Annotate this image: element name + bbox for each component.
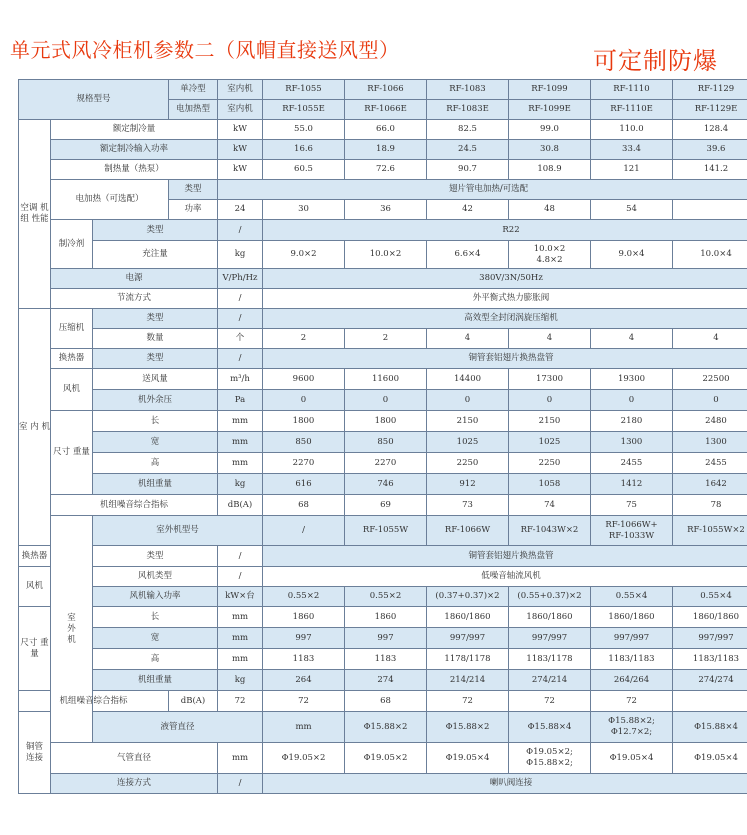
value-cell: 0 [591, 390, 673, 411]
value-cell: 1178/1178 [427, 649, 509, 670]
value-cell: 214/214 [427, 670, 509, 691]
value-cell: 4 [427, 329, 509, 349]
value-cell: 72 [509, 691, 591, 712]
row-label: 制冷剂 [51, 220, 93, 269]
value-cell: 68 [263, 495, 345, 516]
single-cool-label: 单冷型 [169, 80, 218, 100]
row-label: 风机 [19, 567, 51, 607]
unit-cell: mm [218, 607, 263, 628]
row-label: 换热器 [51, 349, 93, 369]
elec-heat-type-row [19, 180, 747, 200]
value-cell: 69 [345, 495, 427, 516]
row-label: 额定制冷量 [51, 120, 218, 140]
indoor-unit-label: 室内机 [218, 80, 263, 100]
row-label: 压缩机 [51, 309, 93, 349]
value-cell: 4 [673, 329, 747, 349]
merged-value-cell: 铜管套铝翅片换热盘管 [263, 546, 747, 567]
unit-cell: mm [218, 411, 263, 432]
unit-cell: kg [218, 241, 263, 269]
value-cell: 55.0 [263, 120, 345, 140]
explosion-proof-badge: 可定制防爆 [593, 47, 718, 75]
value-cell: 141.2 [673, 160, 747, 180]
unit-cell: V/Ph/Hz [218, 269, 263, 289]
value-cell: 274/214 [509, 670, 591, 691]
model-cool-cell: RF-1129 [673, 80, 747, 100]
unit-cell: / [218, 220, 263, 241]
merged-value-cell: 380V/3N/50Hz [263, 269, 747, 289]
merged-value-cell: 翅片管电加热/可选配 [218, 180, 747, 200]
row-label: 气管直径 [51, 743, 218, 774]
sub-label: 功率 [169, 200, 218, 220]
value-cell: 75 [591, 495, 673, 516]
connection-row [19, 774, 747, 794]
value-cell: 60.5 [263, 160, 345, 180]
unit-cell: kg [218, 474, 263, 495]
value-cell: Φ19.05×2; Φ15.88×2; [509, 743, 591, 774]
value-cell: 2270 [263, 453, 345, 474]
value-cell: 1183/1183 [591, 649, 673, 670]
unit-cell: / [218, 774, 263, 794]
value-cell: 72.6 [345, 160, 427, 180]
value-cell: 39.6 [673, 140, 747, 160]
value-cell: 24 [218, 200, 263, 220]
value-cell: 4 [591, 329, 673, 349]
value-cell: 0.55×4 [591, 587, 673, 607]
indoor-hx-row [19, 349, 747, 369]
unit-cell: mm [218, 453, 263, 474]
merged-value-cell: 高效型全封闭涡旋压缩机 [263, 309, 747, 329]
model-heat-cell: RF-1055E [263, 100, 345, 120]
value-cell: 2480 [673, 411, 747, 432]
value-cell: 0 [427, 390, 509, 411]
row-label: 节流方式 [51, 289, 218, 309]
value-cell: 2250 [509, 453, 591, 474]
outdoor-length-row [19, 607, 747, 628]
indoor-esp-row [19, 390, 747, 411]
piping-group-label: 铜管 连接 [19, 712, 51, 794]
unit-cell: / [218, 289, 263, 309]
sub-label: 高 [93, 453, 218, 474]
unit-cell: Pa [218, 390, 263, 411]
value-cell: 0 [345, 390, 427, 411]
value-cell: 997 [263, 628, 345, 649]
value-cell: 850 [263, 432, 345, 453]
value-cell: Φ15.88×2 [427, 712, 509, 743]
merged-value-cell: 喇叭阀连接 [263, 774, 747, 794]
sub-label: 长 [93, 607, 218, 628]
unit-cell: kW [218, 120, 263, 140]
value-cell: 997/997 [509, 628, 591, 649]
value-cell: 9600 [263, 369, 345, 390]
liquid-pipe-row [19, 712, 747, 743]
cooling-cap-row [19, 120, 747, 140]
value-cell: 1183/1178 [509, 649, 591, 670]
value-cell: 2270 [345, 453, 427, 474]
unit-cell: kW [218, 160, 263, 180]
outdoor-fan-power-row [19, 587, 747, 607]
model-heat-cell: RF-1110E [591, 100, 673, 120]
model-cool-cell: RF-1099 [509, 80, 591, 100]
value-cell: Φ15.88×2; Φ12.7×2; [591, 712, 673, 743]
sub-label: 类型 [93, 220, 218, 241]
row-label: 机组噪音综合指标 [51, 495, 218, 516]
value-cell: 1860/1860 [591, 607, 673, 628]
row-label: 液管直径 [93, 712, 263, 743]
heating-cap-row [19, 160, 747, 180]
value-cell: Φ19.05×2 [263, 743, 345, 774]
value-cell: 68 [345, 691, 427, 712]
unit-cell: / [218, 546, 263, 567]
value-cell: Φ19.05×4 [673, 743, 747, 774]
value-cell: 1300 [673, 432, 747, 453]
compressor-type-row [19, 309, 747, 329]
value-cell: 0.55×2 [263, 587, 345, 607]
value-cell: 16.6 [263, 140, 345, 160]
row-label: 室外机型号 [93, 516, 263, 546]
indoor-group-label: 室 内 机 [19, 309, 51, 546]
value-cell: 24.5 [427, 140, 509, 160]
value-cell: 0.55×2 [345, 587, 427, 607]
row-label: 电源 [51, 269, 218, 289]
merged-value-cell: 低噪音轴流风机 [263, 567, 747, 587]
sub-label: 类型 [169, 180, 218, 200]
value-cell: 48 [509, 200, 591, 220]
value-cell: 72 [218, 691, 263, 712]
value-cell: 2 [345, 329, 427, 349]
value-cell: 1860 [345, 607, 427, 628]
unit-cell: 个 [218, 329, 263, 349]
sub-label: 风机类型 [93, 567, 218, 587]
unit-cell: / [218, 567, 263, 587]
merged-value-cell: R22 [263, 220, 747, 241]
value-cell: 1860 [263, 607, 345, 628]
value-cell: 1058 [509, 474, 591, 495]
value-cell: 1642 [673, 474, 747, 495]
value-cell: 78 [673, 495, 747, 516]
value-cell: 264 [263, 670, 345, 691]
model-heat-cell: RF-1083E [427, 100, 509, 120]
sub-label: 风机输入功率 [93, 587, 218, 607]
value-cell: 14400 [427, 369, 509, 390]
row-label: 尺寸 重量 [51, 411, 93, 495]
cooling-power-row [19, 140, 747, 160]
indoor-weight-row [19, 474, 747, 495]
value-cell: 121 [591, 160, 673, 180]
outdoor-weight-row [19, 670, 747, 691]
value-cell: RF-1066W [427, 516, 509, 546]
unit-cell: kW [218, 140, 263, 160]
unit-cell: / [218, 349, 263, 369]
sub-label: 充注量 [93, 241, 218, 269]
value-cell: 6.6×4 [427, 241, 509, 269]
value-cell: 22500 [673, 369, 747, 390]
value-cell: 10.0×2 4.8×2 [509, 241, 591, 269]
value-cell: 72 [591, 691, 673, 712]
value-cell: 11600 [345, 369, 427, 390]
value-cell: Φ15.88×4 [509, 712, 591, 743]
value-cell: (0.37+0.37)×2 [427, 587, 509, 607]
sub-label: 类型 [93, 309, 218, 329]
refrigerant-type-row [19, 220, 747, 241]
value-cell: 1800 [263, 411, 345, 432]
merged-value-cell: 外平衡式热力膨胀阀 [263, 289, 747, 309]
outdoor-fan-type-row [19, 567, 747, 587]
value-cell: RF-1066W+ RF-1033W [591, 516, 673, 546]
sub-label: 高 [93, 649, 218, 670]
value-cell: 1860/1860 [509, 607, 591, 628]
value-cell: 746 [345, 474, 427, 495]
value-cell: RF-1043W×2 [509, 516, 591, 546]
row-label: 机组噪音综合指标 [19, 691, 169, 712]
value-cell: 17300 [509, 369, 591, 390]
outdoor-model-row [19, 516, 747, 546]
value-cell: 10.0×4 [673, 241, 747, 269]
sub-label: 机外余压 [93, 390, 218, 411]
value-cell: Φ19.05×4 [591, 743, 673, 774]
value-cell: 0 [509, 390, 591, 411]
sub-label: 宽 [93, 628, 218, 649]
value-cell: 2455 [591, 453, 673, 474]
value-cell: 2455 [673, 453, 747, 474]
model-heat-cell: RF-1066E [345, 100, 427, 120]
row-label: 电加热（可选配） [51, 180, 169, 220]
value-cell: 36 [345, 200, 427, 220]
throttle-row [19, 289, 747, 309]
sub-label: 送风量 [93, 369, 218, 390]
model-cool-cell: RF-1055 [263, 80, 345, 100]
value-cell: 274/274 [673, 670, 747, 691]
value-cell: 30 [263, 200, 345, 220]
value-cell: 54 [591, 200, 673, 220]
sub-label: 数量 [93, 329, 218, 349]
value-cell: 997/997 [591, 628, 673, 649]
unit-cell: mm [218, 649, 263, 670]
outdoor-hx-row [19, 546, 747, 567]
value-cell: (0.55+0.37)×2 [509, 587, 591, 607]
value-cell: 9.0×4 [591, 241, 673, 269]
value-cell: 108.9 [509, 160, 591, 180]
value-cell: RF-1055W [345, 516, 427, 546]
unit-cell: kW×台 [218, 587, 263, 607]
indoor-width-row [19, 432, 747, 453]
value-cell: 2180 [591, 411, 673, 432]
value-cell: 73 [427, 495, 509, 516]
unit-cell: mm [218, 432, 263, 453]
value-cell: 19300 [591, 369, 673, 390]
value-cell: 2150 [427, 411, 509, 432]
indoor-length-row [19, 411, 747, 432]
spec-label: 规格型号 [19, 80, 169, 120]
model-cool-cell: RF-1110 [591, 80, 673, 100]
row-label: 风机 [51, 369, 93, 411]
value-cell: 1300 [591, 432, 673, 453]
unit-cell: mm [263, 712, 345, 743]
row-label: 尺寸 重量 [19, 607, 51, 691]
value-cell: 1025 [427, 432, 509, 453]
value-cell: 4 [509, 329, 591, 349]
unit-cell: mm [218, 743, 263, 774]
model-cool-cell: RF-1066 [345, 80, 427, 100]
value-cell: 90.7 [427, 160, 509, 180]
value-cell: 997/997 [427, 628, 509, 649]
indoor-unit-label: 室内机 [218, 100, 263, 120]
value-cell: 74 [509, 495, 591, 516]
indoor-height-row [19, 453, 747, 474]
value-cell: Φ19.05×4 [427, 743, 509, 774]
value-cell: 1183 [263, 649, 345, 670]
value-cell: 30.8 [509, 140, 591, 160]
value-cell: 0.55×4 [673, 587, 747, 607]
power-supply-row [19, 269, 747, 289]
sub-label: 机组重量 [93, 670, 218, 691]
value-cell: 9.0×2 [263, 241, 345, 269]
value-cell: 10.0×2 [345, 241, 427, 269]
value-cell: RF-1055W×2 [673, 516, 747, 546]
value-cell: 1412 [591, 474, 673, 495]
perf-group-label: 空调 机组 性能 [19, 120, 51, 309]
page-title: 单元式风冷柜机参数二（风帽直接送风型） [10, 38, 400, 62]
model-heat-cell: RF-1129E [673, 100, 747, 120]
value-cell: 616 [263, 474, 345, 495]
elec-heat-label: 电加热型 [169, 100, 218, 120]
unit-cell: dB(A) [218, 495, 263, 516]
indoor-air-row [19, 369, 747, 390]
unit-cell: m³/h [218, 369, 263, 390]
gas-pipe-row [19, 743, 747, 774]
value-cell: 0 [673, 390, 747, 411]
compressor-qty-row [19, 329, 747, 349]
sub-label: 长 [93, 411, 218, 432]
merged-value-cell: 铜管套铝翅片换热盘管 [263, 349, 747, 369]
unit-cell: / [263, 516, 345, 546]
value-cell: 66.0 [345, 120, 427, 140]
value-cell: 18.9 [345, 140, 427, 160]
value-cell: 997 [345, 628, 427, 649]
value-cell: 128.4 [673, 120, 747, 140]
value-cell: 0 [263, 390, 345, 411]
value-cell: 1183/1183 [673, 649, 747, 670]
value-cell: 1183 [345, 649, 427, 670]
value-cell: 2250 [427, 453, 509, 474]
outdoor-noise-row [19, 691, 747, 712]
value-cell: 264/264 [591, 670, 673, 691]
refrigerant-charge-row [19, 241, 747, 269]
unit-cell: dB(A) [169, 691, 218, 712]
value-cell: 1860/1860 [427, 607, 509, 628]
unit-cell: mm [218, 628, 263, 649]
value-cell: 110.0 [591, 120, 673, 140]
sub-label: 宽 [93, 432, 218, 453]
outdoor-height-row [19, 649, 747, 670]
row-label: 额定制冷输入功率 [51, 140, 218, 160]
value-cell: 72 [263, 691, 345, 712]
row-label: 连接方式 [51, 774, 218, 794]
model-cool-cell: RF-1083 [427, 80, 509, 100]
value-cell: 997/997 [673, 628, 747, 649]
sub-label: 机组重量 [93, 474, 218, 495]
row-label: 制热量（热泵） [51, 160, 218, 180]
value-cell: 1860/1860 [673, 607, 747, 628]
model-heat-cell: RF-1099E [509, 100, 591, 120]
value-cell: 82.5 [427, 120, 509, 140]
outdoor-width-row [19, 628, 747, 649]
value-cell: 912 [427, 474, 509, 495]
value-cell: 99.0 [509, 120, 591, 140]
value-cell: 2 [263, 329, 345, 349]
value-cell: 72 [427, 691, 509, 712]
row-label: 换热器 [19, 546, 51, 567]
sub-label: 类型 [93, 349, 218, 369]
value-cell: Φ19.05×2 [345, 743, 427, 774]
value-cell: Φ15.88×4 [673, 712, 747, 743]
indoor-noise-row [19, 495, 747, 516]
value-cell: Φ15.88×2 [345, 712, 427, 743]
outdoor-group-label: 室 外 机 [51, 516, 93, 743]
value-cell: 2150 [509, 411, 591, 432]
value-cell: 42 [427, 200, 509, 220]
value-cell: 274 [345, 670, 427, 691]
value-cell: 33.4 [591, 140, 673, 160]
spec-table [18, 79, 747, 794]
unit-cell: / [218, 309, 263, 329]
header-row-cool [19, 80, 747, 100]
value-cell: 850 [345, 432, 427, 453]
sub-label: 类型 [93, 546, 218, 567]
unit-cell: kg [218, 670, 263, 691]
value-cell: 1025 [509, 432, 591, 453]
value-cell: 1800 [345, 411, 427, 432]
